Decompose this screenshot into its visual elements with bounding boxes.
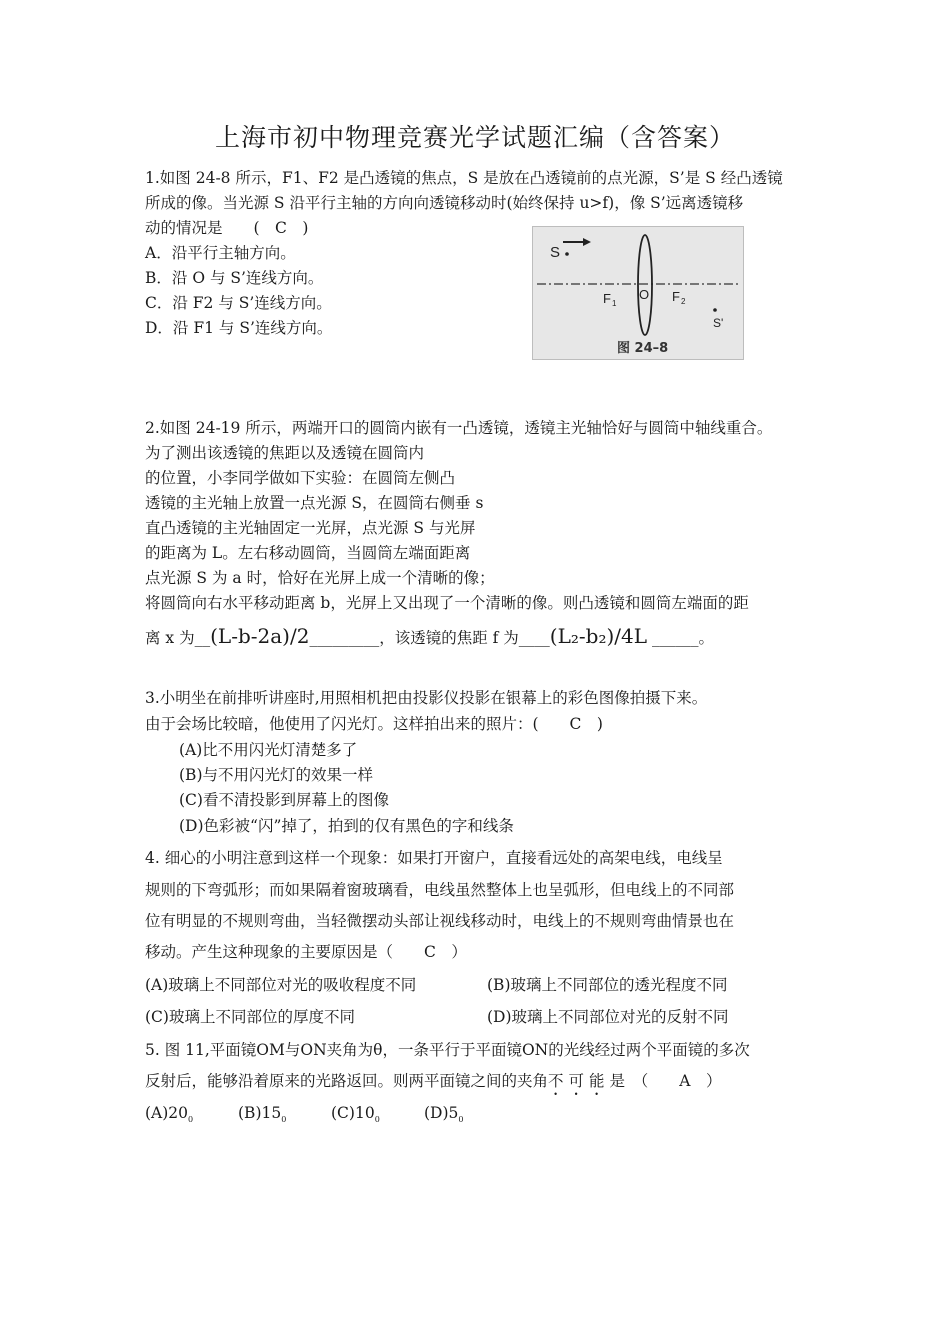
q5-option-d-text: (D)5 xyxy=(424,1104,459,1122)
q2-line-1: 2.如图 24-19 所示，两端开口的圆筒内嵌有一凸透镜，透镜主光轴恰好与圆筒中轴线重合。 xyxy=(145,419,773,437)
q4-line-2: 规则的下弯弧形；而如果隔着窗玻璃看，电线虽然整体上也呈弧形，但电线上的不同部 xyxy=(145,881,735,899)
label-f1-sub: 1 xyxy=(612,299,617,308)
q2-answer-x: (L-b-2a)/2 xyxy=(210,624,310,648)
q5-option-b xyxy=(238,1103,286,1130)
arrow-icon xyxy=(583,238,591,246)
degree-mark: 0 xyxy=(281,1115,287,1125)
q2-line-4: 透镜的主光轴上放置一点光源 S，在圆筒右侧垂 s xyxy=(145,494,484,512)
label-s: S xyxy=(550,244,561,261)
q2-answer-suffix: ______。 xyxy=(647,629,714,647)
degree-mark: 0 xyxy=(458,1115,464,1125)
q1-line-3: 动的情况是 ( C ) xyxy=(145,219,309,237)
degree-mark: 0 xyxy=(374,1115,380,1125)
q1-line-1: 1.如图 24-8 所示，F1、F2 是凸透镜的焦点，S 是放在凸透镜前的点光源，S’是 S 经凸透镜 xyxy=(145,169,783,187)
q5-option-a-text: (A)20 xyxy=(145,1104,189,1122)
q4-option-d: (D)玻璃上不同部位对光的反射不同 xyxy=(487,1008,729,1026)
q3-option-a: (A)比不用闪光灯清楚多了 xyxy=(179,741,358,759)
degree-mark: 0 xyxy=(188,1115,194,1125)
lens-diagram xyxy=(533,227,743,359)
q1-option-c: C．沿 F2 与 S’连线方向。 xyxy=(145,294,332,312)
q3-line-2: 由于会场比较暗，他使用了闪光灯。这样拍出来的照片：( C ) xyxy=(145,715,603,733)
label-s-prime: S' xyxy=(713,316,724,330)
q2-line-6: 的距离为 L。左右移动圆筒，当圆筒左端面距离 xyxy=(145,544,471,562)
q5-option-b-text: (B)15 xyxy=(238,1104,282,1122)
q5-option-c xyxy=(331,1103,380,1130)
q4-option-a: (A)玻璃上不同部位对光的吸收程度不同 xyxy=(145,976,417,994)
figure-caption: 图 24–8 xyxy=(617,341,669,356)
q1-option-b: B．沿 O 与 S’连线方向。 xyxy=(145,269,324,287)
q2-answer-line xyxy=(145,626,714,648)
q2-line-7: 点光源 S 为 a 时，恰好在光屏上成一个清晰的像； xyxy=(145,569,495,587)
point-source-s xyxy=(565,252,569,256)
q3-option-c: (C)看不清投影到屏幕上的图像 xyxy=(179,791,389,809)
q2-answer-mid: _________，该透镜的焦距 f 为____ xyxy=(309,629,550,647)
q4-line-1: 4. 细心的小明注意到这样一个现象：如果打开窗户，直接看远处的高架电线，电线呈 xyxy=(145,849,723,867)
q3-line-1: 3.小明坐在前排听讲座时,用照相机把由投影仪投影在银幕上的彩色图像拍摄下来。 xyxy=(145,689,708,707)
label-f2: F xyxy=(672,289,680,304)
q2-line-8: 将圆筒向右水平移动距离 b，光屏上又出现了一个清晰的像。则凸透镜和圆筒左端面的距 xyxy=(145,594,749,612)
image-point-s-prime xyxy=(713,308,717,312)
q3-option-d: (D)色彩被“闪”掉了，拍到的仅有黑色的字和线条 xyxy=(179,817,514,835)
q4-line-3: 位有明显的不规则弯曲，当轻微摆动头部让视线移动时，电线上的不规则弯曲情景也在 xyxy=(145,912,735,930)
q5-option-a xyxy=(145,1103,193,1130)
q4-option-c: (C)玻璃上不同部位的厚度不同 xyxy=(145,1008,355,1026)
q5-option-c-text: (C)10 xyxy=(331,1104,375,1122)
q5-line-2-suffix: 是 （ A ） xyxy=(609,1072,722,1090)
q5-option-d xyxy=(424,1103,463,1130)
q5-emphasis: 不可能 xyxy=(548,1072,610,1090)
q5-line-2-prefix: 反射后，能够沿着原来的光路返回。则两平面镜之间的夹角 xyxy=(145,1072,549,1090)
q3-option-b: (B)与不用闪光灯的效果一样 xyxy=(179,766,373,784)
document-title: 上海市初中物理竞赛光学试题汇编（含答案） xyxy=(214,123,735,152)
q1-option-d: D．沿 F1 与 S’连线方向。 xyxy=(145,319,333,337)
q5-line-1: 5. 图 11,平面镜OM与ON夹角为θ，一条平行于平面镜ON的光线经过两个平面镜的多次 xyxy=(145,1041,750,1059)
q2-line-5: 直凸透镜的主光轴固定一光屏，点光源 S 与光屏 xyxy=(145,519,476,537)
label-f2-sub: 2 xyxy=(681,297,686,306)
label-o: O xyxy=(639,287,650,302)
q2-line-2: 为了测出该透镜的焦距以及透镜在圆筒内 xyxy=(145,444,425,462)
q2-answer-prefix: 离 x 为__ xyxy=(145,629,211,647)
q5-line-2 xyxy=(145,1071,721,1099)
q1-line-2: 所成的像。当光源 S 沿平行主轴的方向向透镜移动时(始终保持 u>f)，像 S’远离透镜移 xyxy=(145,194,744,212)
q4-line-4: 移动。产生这种现象的主要原因是（ C ） xyxy=(145,943,467,961)
label-f1: F xyxy=(603,291,611,306)
q4-option-b: (B)玻璃上不同部位的透光程度不同 xyxy=(487,976,728,994)
lens-diagram-figure xyxy=(532,226,744,360)
q2-answer-f: (L₂-b₂)/4L xyxy=(549,624,648,648)
convex-lens xyxy=(638,235,652,335)
q1-option-a: A．沿平行主轴方向。 xyxy=(145,244,296,262)
q2-line-3: 的位置，小李同学做如下实验：在圆筒左侧凸 xyxy=(145,469,456,487)
